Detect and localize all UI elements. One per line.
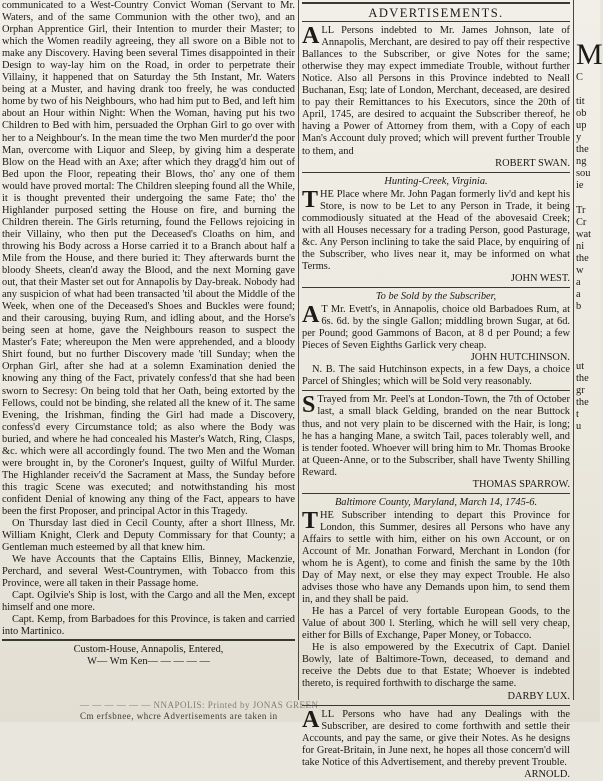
right-column-line xyxy=(576,313,600,325)
right-column-line: a xyxy=(576,276,581,288)
custom-house-rule xyxy=(2,639,295,641)
right-column-line xyxy=(576,84,600,96)
imprint-footer xyxy=(0,700,600,722)
ad3-text: T Mr. Evett's, in Annapolis, choice old Barbadoes Rum, at 6s. 6d. by the single Gallon; middling brown Sugar, at 6d. per Pound; good Gammons of Bacon, at 8 d per Pound; a few Pieces of Seven Eighths Garlick very cheap. xyxy=(302,304,570,352)
custom-house-heading: Custom-House, Annapolis, Entered, xyxy=(73,644,224,655)
ad5-goods-paragraph: He has a Parcel of very fortable European Goods, to the Value of about 300 l. Sterling, which he will sell very cheap, either for Bills of Exchange, Paper Money, or Tobacco. xyxy=(302,606,570,642)
ad6-signature: ARNOLD. xyxy=(524,768,570,780)
ad2-dateline: Hunting-Creek, Virginia. xyxy=(384,175,488,187)
ad-hunting-creek xyxy=(302,176,570,285)
right-column-line: wat xyxy=(576,228,592,240)
ad6-dropcap: A xyxy=(302,706,320,733)
right-column-line: the xyxy=(576,397,589,409)
right-column-line: ob xyxy=(576,108,587,120)
ad4-dropcap: S xyxy=(302,392,316,419)
capt-kemp-paragraph: Capt. Kemp, from Barbadoes for this Province, is taken and carried into Martinico. xyxy=(2,614,295,638)
right-column-line xyxy=(576,482,600,494)
right-column-line: u xyxy=(576,421,582,433)
right-column-line: the xyxy=(576,144,589,156)
ad1-text: LL Persons indebted to Mr. James Johnson, late of Annapolis, Merchant, are desired to pay off their respective Ballances to the Subscriber, or give Notes for the same; otherwise they may expect immediate Trouble, without further Notice. Also all Persons in this Province indebted to Neall Buchanan, Esq; late of London, Merchant, deceased, are desired to pay their Remittances to his Executors, since the 20th of April, 1745, are desired to acquaint the Subscriber thereof, he having a Power of Attorney from them, with a Copy of each Man's Account duly proved; which will prevent further Trouble to them, and xyxy=(302,25,570,157)
ad3-dropcap: A xyxy=(302,302,320,329)
imprint-line-2: Cm erfsbnee, whcre Advertisements are taken in xyxy=(80,711,278,721)
left-column xyxy=(2,0,295,638)
right-column-line xyxy=(576,542,600,554)
ad1-dropcap: A xyxy=(302,23,320,50)
ad-divider-2 xyxy=(302,287,570,288)
ad-strayed-gelding xyxy=(302,394,570,490)
right-column-line xyxy=(576,590,600,602)
right-column-line xyxy=(576,337,600,349)
right-column-line xyxy=(576,349,600,361)
right-column-line xyxy=(576,626,600,638)
right-column-line xyxy=(576,566,600,578)
right-column-line: a xyxy=(576,288,581,300)
ad-johnson-buchanan xyxy=(302,25,570,170)
right-column-line xyxy=(576,530,600,542)
right-column-line: Tr xyxy=(576,204,586,216)
ad6-text: LL Persons who have had any Dealings with the Subscriber, are desired to come forthwith and settle their Accounts, and pay the same, or give their Notes. As he designs for Great-Britain, in June next, he hopes all those concern'd will take Notice of this Advertisement, and thereby prevent Trouble. xyxy=(302,708,570,768)
ad-baltimore xyxy=(302,497,570,703)
right-column-line: sou xyxy=(576,168,591,180)
right-column-line xyxy=(576,614,600,626)
ad-divider-4 xyxy=(302,493,570,494)
murder-account-paragraph: communicated to a West-Country Convict Woman (Servant to Mr. Waters, and of the same Communion with the other two), and an Orphan Apprentice Girl, their Intention to murder their Master; to which the Women readily agreeing, they all swore on a Bible not to make any Discovery. Having been several Times disappointed in their Design to way-lay him on the Road, in order to perpetrate their Villainy, it happened that on Saturday the 5th Instant, Mr. Waters being at a Muster, and having drank too freely, he was conducted home by two of his Neighbours, who had him put to Bed, and left him about an Hour within Night: When the Woman, having put his two Children to Bed with him, persuaded the Orphan Girl to go over with her to a Neighbour's. In the mean time the two Men murder'd the poor Man, overcome with Liquor and Sleep, by giving him a desperate Blow on the Head with an Axe; after which they dragg'd him out of Bed upon the Floor, repeating their Blows, tho' any one of them would have proved mortal: The Children sleeping found all the While, it is thought prevented their undergoing the same Fate; tho' the Highlander purposed setting the House on fire, and burning the Children therein. The Girls returning, found the Fellows rejoicing in their Villainy, who then put the Deceased's Cloaths on him, and throwing his Body across a Horse carried it to a Branch about half a Mile from the House, and there buried it: They afterwards burnt the bloody Sheets, clean'd away the Blood, and the next Morning gave out, that their Master set out for Annapolis by Day-break. Nobody had any suspicion of what had been transacted 'til about the Middle of the Week, when one of the Deceased's Shoes and Buckles were found; and their carousing, buying Rum, and idling about, and the Horse's being seen at home, gave the Neighbours reason to suspect the Master's Fate; whereupon the Men were apprehended, and a bloody Shirt found, but no further Discovery made 'till Sunday; when the Orphan Girl, after she had at a solemn Examination denied the knowing any thing of the Fact, privately confess'd that she had been sworn to Secresy: On being told that her Oath, being extorted by the Fellows, could not be binding, she related all the knew of it. The same Evening, the Irishman, finding the Girl had made a Discovery, confess'd every Circumstance told; as also where the Body was buried, and where he had concealed his Master's Watch, Ring, Clasps, &c. which were all accordingly found. The two Men and the Woman were brought in, by the Coroner's Inquest, guilty of Wilful Murder. The Highlander receiv'd the Sacrament at Mass, the Sunday before this tragic Scene was executed; and notwithstanding his most confident Denial of knowing any thing of the Fact, appears to have been the first Proposer, and principal Actor in this Tragedy. xyxy=(2,0,295,517)
captains-taken-paragraph: We have Accounts that the Captains Ellis, Binney, Mackenzie, Perchard, and several West-Countrymen, with Tobacco from this Province, were all taken in their Passage home. xyxy=(2,554,295,590)
right-column-line: Cr xyxy=(576,216,587,228)
column-divider-right xyxy=(573,0,574,700)
imprint-line-1: — — — — — — NNAPOLIS: Printed by JONAS GREEN — — — — — — xyxy=(80,700,393,710)
right-column-line: the xyxy=(576,252,589,264)
custom-house-entry: W— Wm Ken— — — — — xyxy=(87,656,210,667)
right-column-line xyxy=(576,518,600,530)
right-column-line: ng xyxy=(576,156,587,168)
right-column-line xyxy=(576,325,600,337)
right-column-lines xyxy=(576,38,603,650)
right-column-line xyxy=(576,470,600,482)
right-column-line: up xyxy=(576,120,587,132)
ad5-signature: DARBY LUX. xyxy=(507,690,570,702)
right-column-line: b xyxy=(576,300,582,312)
custom-house-block xyxy=(2,637,295,668)
ad-divider-3 xyxy=(302,390,570,391)
right-column-line xyxy=(576,192,600,204)
right-column-fragment xyxy=(576,0,603,650)
advertisements-header-rule xyxy=(302,21,570,22)
ad1-signature: ROBERT SWAN. xyxy=(495,157,570,169)
right-column-line: ut xyxy=(576,361,585,373)
ad3-heading: To be Sold by the Subscriber, xyxy=(375,291,497,303)
column-divider-left xyxy=(298,0,299,700)
ship-lost-paragraph: Capt. Ogilvie's Ship is lost, with the Cargo and all the Men, except himself and one more. xyxy=(2,590,295,614)
ad5-dropcap: T xyxy=(302,507,319,534)
right-column-line: ni xyxy=(576,240,585,252)
right-column-line: t xyxy=(576,409,579,421)
ad2-signature: JOHN WEST. xyxy=(510,272,570,284)
ad5-executrix-paragraph: He is also empowered by the Executrix of Capt. Daniel Bowly, late of Baltimore-Town, deceased, to demand and receive the Debts due to that Estate; Whoever is indebted thereto, is required forthwith to discharge the same. xyxy=(302,642,570,690)
right-column-line: w xyxy=(576,264,584,276)
right-column-line xyxy=(576,458,600,470)
right-column-line xyxy=(576,494,600,506)
ad5-dateline: Baltimore County, Maryland, March 14, 1745-6. xyxy=(334,496,538,508)
ad4-text: Trayed from Mr. Peel's at London-Town, the 7th of October last, a small black Gelding, branded on the near Buttock thus, and not very plain to be discerned with the Hair, is long; he has a hanging Mane, a switch Tail, paces tolerably well, and is tender footed. Whoever will bring him to Mr. Thomas Brooke at Queen-Anne, or to the Subscriber, shall have Twenty Shilling Reward. xyxy=(302,394,570,478)
ad-to-be-sold xyxy=(302,291,570,388)
right-column-line: C xyxy=(576,72,583,83)
ad4-signature: THOMAS SPARROW. xyxy=(472,478,570,490)
death-notice-paragraph: On Thursday last died in Cecil County, after a short Illness, Mr. William Knight, Clerk and Deputy Commissary for that County; a Gentleman much esteemed by all that knew him. xyxy=(2,518,295,554)
advertisements-header: ADVERTISEMENTS. xyxy=(368,6,504,20)
right-column-line: the xyxy=(576,373,589,385)
ad2-dropcap: T xyxy=(302,186,319,213)
advertisements-column xyxy=(302,0,570,781)
ad2-text: HE Place where Mr. John Pagan formerly liv'd and kept his Store, is now to be Let to any Person in Trade, it being commodiously situated at the Head of the abovesaid Creek; with all Houses necessary for a trading Person, good Pasturage, &c. Any Person inclining to take the said Place, by enquiring of the Subscriber, who lives near it, may be informed on what Terms. xyxy=(302,188,570,272)
ad-divider-1 xyxy=(302,172,570,173)
right-column-line: M xyxy=(576,38,603,71)
right-column-line: y xyxy=(576,132,582,144)
ad3-nota-bene: N. B. The said Hutchinson expects, in a few Days, a choice Parcel of Shingles; which will be Sold very reasonably. xyxy=(302,364,570,388)
right-column-line xyxy=(576,554,600,566)
right-column-line: gr xyxy=(576,385,585,397)
right-column-line xyxy=(576,578,600,590)
right-column-line xyxy=(576,506,600,518)
right-column-line: tit xyxy=(576,96,585,108)
ad5-text: HE Subscriber intending to depart this Province for London, this Summer, desires all Persons who have any Affairs to settle with him, either on his own Account, or on Account of Mr. Jonathan Forward, Merchant in London (for whom he is Agent), to come and finish the same by the 10th Day of May next, or else they may expect Trouble. He also advises those who have any Demands upon him, to send them in, and they shall be paid. xyxy=(302,509,570,606)
right-column-line xyxy=(576,602,600,614)
right-column-line xyxy=(576,445,600,457)
right-column-line xyxy=(576,638,600,650)
right-column-line: ie xyxy=(576,180,584,192)
advertisements-top-rule xyxy=(302,2,570,4)
ad3-signature: JOHN HUTCHINSON. xyxy=(470,352,570,364)
right-column-line xyxy=(576,433,600,445)
